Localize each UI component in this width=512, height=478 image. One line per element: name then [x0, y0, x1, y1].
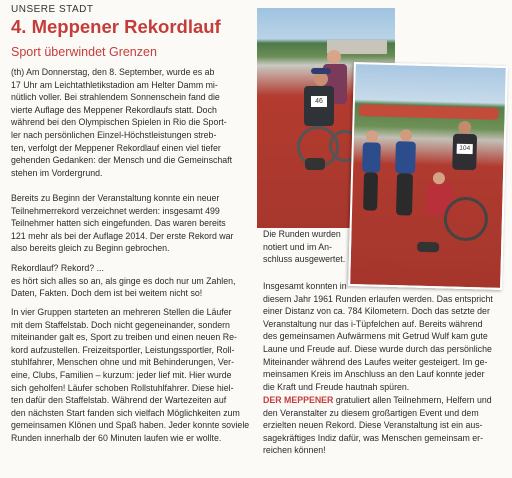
text-line: Veranstaltung nur das i-Tüpfelchen auf. Bereits während [263, 318, 483, 329]
runner-head [458, 121, 471, 134]
text-line: nütlich voller. Bei strahlendem Sonnenschein fand die [11, 92, 220, 103]
text-line: kord aufzustellen. Freizeitsportler, Leistungssportler, Roll- [11, 344, 235, 355]
wheelchair-wheel [443, 196, 488, 241]
caption-line: schluss ausgewertet. [263, 254, 346, 265]
bib-number: 104 [457, 144, 473, 154]
text-line: vierte Auflage des Meppener Rekordlaufs statt. Doch [11, 104, 217, 115]
text-line: meinsamen Kreis im Anschluss an den Lauf konnte jeder [263, 369, 485, 380]
bib-number: 46 [311, 96, 327, 107]
text-line: Daten, Fakten. Doch dem ist bei weitem nicht so! [11, 288, 203, 299]
shoes-shape [305, 158, 325, 170]
text-line: also bereits gleich zu Beginn gebrochen. [11, 243, 170, 254]
runner-legs [396, 173, 413, 215]
text-line: gehenden Gedanken: der Mensch und die Gemeinschaft [11, 155, 233, 166]
paragraph-participants [11, 192, 234, 255]
text-line: (th) Am Donnerstag, den 8. September, wurde es ab [11, 67, 215, 77]
text-line: sagekräftiges Indiz dafür, was Menschen gemeinsam er- [263, 432, 484, 443]
text-line: erzielten neuen Rekord. Diese Veranstaltung ist ein aus- [263, 420, 483, 431]
article-subtitle: Sport überwindet Grenzen [11, 45, 157, 59]
text-line: des gemeinsamen Aufwärmens mit Getrud Wulf kam gute [263, 331, 488, 342]
text-line: stuhlfahrer, Menschen ohne und mit Behinderungen, Ver- [11, 357, 234, 368]
text-line: gemeinsamen Klönen und Spaß haben. Jeder konnte soviele [11, 420, 250, 431]
text-line: ler nach persönlichen Einzel-Höchstleistungen streb- [11, 129, 217, 140]
photo-caption [263, 228, 345, 266]
runner-head [400, 129, 412, 141]
publication-name: DER MEPPENER [263, 395, 334, 405]
text-line: während bei den Olympischen Spielen in Rio die Sport- [11, 117, 227, 128]
runner-legs [363, 172, 378, 210]
paragraph-rekord-question [11, 262, 235, 300]
participant-head [433, 172, 445, 184]
text-line: eine, Clubs, Familien – kurzum: jeder lief mit. Hier wurde [11, 369, 232, 380]
text-line: reichen können! [263, 445, 326, 456]
runner-head [327, 50, 341, 64]
roof-shape [359, 104, 499, 120]
text-line: stehen im Vordergrund. [11, 167, 103, 178]
paragraph-results [263, 280, 493, 393]
cap-shape [311, 68, 331, 74]
text-line: den nächsten Start fanden sich vielfach Möglichkeiten zum [11, 407, 240, 418]
text-line: In vier Gruppen starteten an mehreren Stellen die Läufer [11, 307, 232, 317]
caption-line: notiert und im An- [263, 241, 332, 252]
text-line: sich geholfen! Läufer schoben Rollstuhlfahrer. Diese hiel- [11, 382, 234, 393]
shoes-shape [417, 242, 439, 253]
caption-line: Die Runden wurden [263, 229, 341, 239]
text-line: 17 Uhr am Leichtathletikstadion am Helter Damm mi- [11, 79, 218, 90]
text-line: Rekordlauf? Rekord? ... [11, 263, 104, 273]
text-line: Teilnehmer hatten sich eingefunden. Das waren bereits [11, 218, 226, 229]
text-line: die Kraft und Freude hautnah spüren. [263, 381, 410, 392]
text-line: Teilnehmerrekord verzeichnet werden: insgesamt 499 [11, 205, 220, 216]
text-line: mit dem Staffelstab. Doch nicht gegeneinander, sondern [11, 319, 230, 330]
text-line: ten dafür den Staffelstab. Während der Wartezeiten auf [11, 395, 227, 406]
text-line: einer Distanz von ca. 784 Kilometern. Doch das setzte der [263, 306, 490, 317]
paragraph-groups [11, 306, 249, 445]
runner-shirt [452, 134, 477, 171]
paragraph-intro [11, 66, 232, 179]
text-line: Runden innerhalb der 60 Minuten laufen wie er wollte. [11, 432, 222, 443]
text-line: den Veranstalter zu diesem großartigen Event und dem [263, 407, 479, 418]
text-line: Bereits zu Beginn der Veranstaltung konnte ein neuer [11, 193, 220, 203]
text-line [263, 394, 492, 407]
text-line: ten, verfolgt der Meppener Rekordlauf einen viel tiefer [11, 142, 221, 153]
runner-shirt [395, 141, 416, 174]
text-line: es hört sich alles so an, als ginge es doch nur um Zahlen, [11, 275, 236, 286]
text-line: diesem Jahr 1961 Runden erlaufen werden. Das entspricht [263, 293, 493, 304]
runner-shirt [362, 142, 381, 172]
paragraph-congratulations [263, 394, 492, 457]
participant-head [314, 72, 328, 86]
runner-head [366, 130, 378, 142]
text-line: miteinander galt es, Sport zu treiben und einen neuen Re- [11, 332, 237, 343]
photo-relay-group [348, 62, 508, 290]
article-title: 4. Meppener Rekordlauf [11, 16, 221, 37]
text-line: Laune und Freude auf. Diese wurde durch das persönliche [263, 343, 492, 354]
participant-shirt [304, 86, 334, 126]
text-line: Miteinander während des Laufes weiter gesteigert. Im ge- [263, 356, 488, 367]
text-fragment: gratuliert allen Teilnehmern, Helfern und [333, 395, 492, 405]
text-line: 121 mehr als bei der Auflage 2014. Der erste Rekord war [11, 230, 234, 241]
section-label: UNSERE STADT [11, 4, 94, 15]
text-line: Insgesamt konnten in [263, 281, 347, 291]
